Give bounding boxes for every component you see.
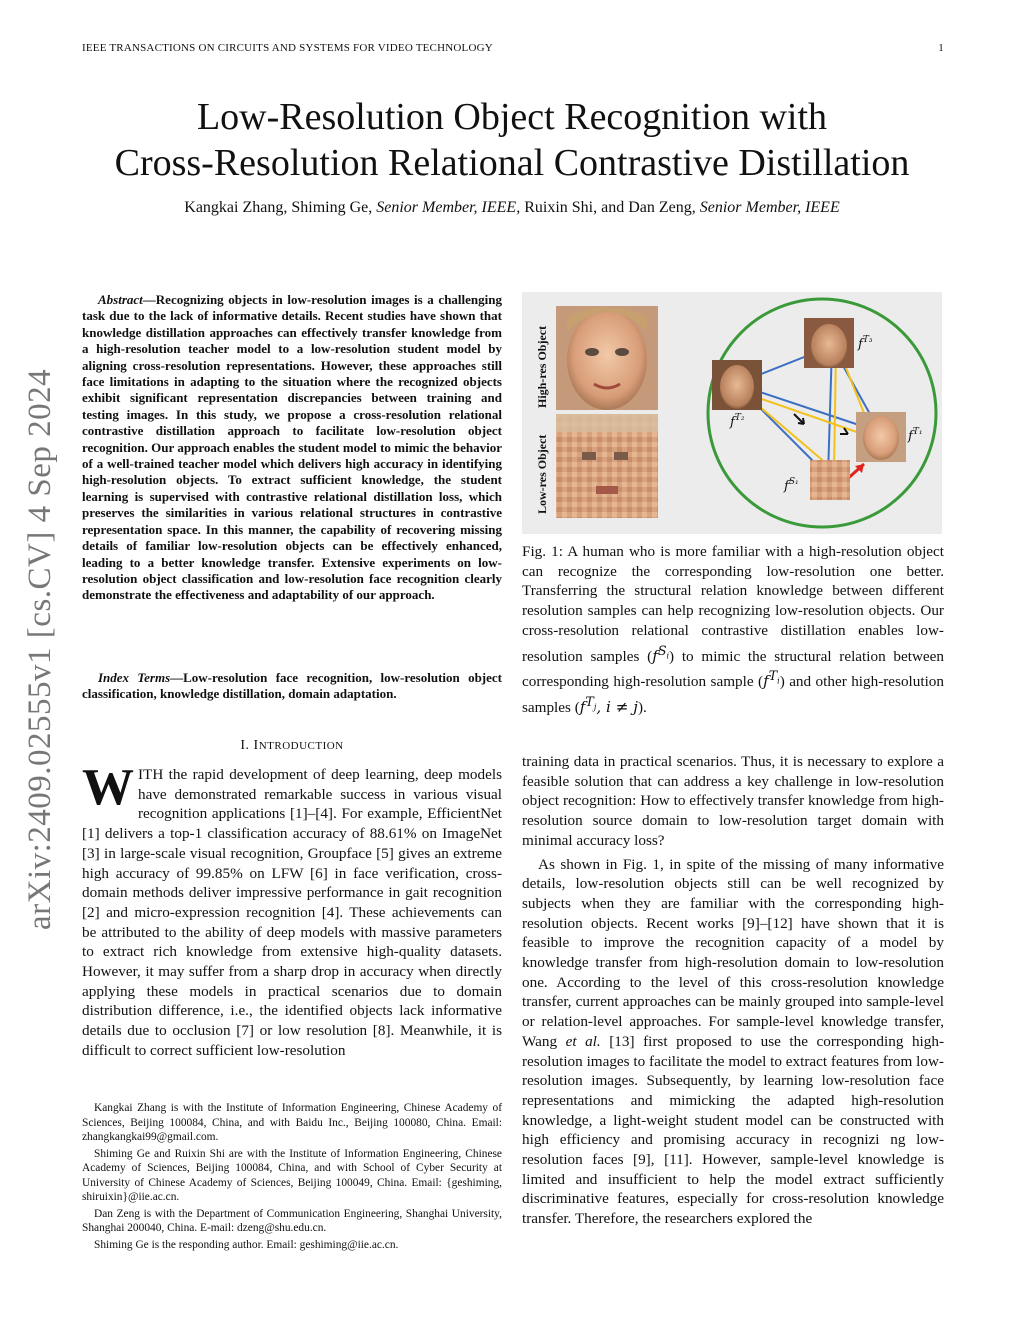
journal-name: IEEE TRANSACTIONS ON CIRCUITS AND SYSTEMS FOR VIDEO TECHNOLOGY <box>82 42 493 54</box>
figure-1-graphic <box>522 292 942 534</box>
footnote: Shiming Ge and Ruixin Shi are with the Institute of Information Engineering, Chinese Academy of Sciences, Beijing 100084, China, and with School of Cyber Security at University of Chinese Academy of Sciences, Beijing 100049, China. Email: {geshiming, shiruixin}@iie.ac.cn. <box>82 1147 502 1203</box>
author-list <box>0 199 1024 217</box>
label-low-res: Low-res Object <box>535 434 549 514</box>
intro-text: ITH the rapid development of deep learning, deep models have demonstrated remarkable success in various visual recognition applications [1]–[4]. For example, EfficientNet [1] delivers a top-1 classification accuracy of 88.61% on ImageNet [3] in large-scale visual recognition, Groupface [5] gives an extreme high accuracy of 99.85% on LFW [6] in face verification, cross-domain methods deliver impressive performance in gait recognition [2] and micro-expression recognition [4]. These achievements can be attributed to the ability of deep models with massive parameters to extract rich knowledge from extensive high-quality datasets. However, it may suffer from a sharp drop in accuracy when directly applying these models in practical scenarios due to domain distribution difference, i.e., the identified objects lack informative details due to occlusion [7] or low resolution [8]. Meanwhile, it is difficult to correct sufficient low-resolution <box>82 766 502 1059</box>
high-res-face-image <box>556 306 658 410</box>
label-fT2: $f^{T_2}$ <box>730 413 745 430</box>
face-t3 <box>804 318 854 368</box>
intro-paragraph <box>82 759 502 1061</box>
abstract <box>82 292 502 604</box>
page-number: 1 <box>938 42 944 54</box>
drop-cap: W <box>82 759 134 816</box>
footnote: Kangkai Zhang is with the Institute of Information Engineering, Chinese Academy of Sciences, Beijing 100084, China, and with Baidu Inc., Beijing 100080, China. Email: zhangkangkai99@gmail.com. <box>82 1102 502 1143</box>
paper-title <box>0 94 1024 186</box>
abstract-text: —Recognizing objects in low-resolution images is a challenging task due to the lack of informative details. Recent studies have shown that knowledge distillation approaches can effectively transfer knowledge from a high-resolution teacher model to a low-resolution student model by aligning cross-resolution representations. However, these approaches still face limitations in adapting to the situation where the recognized objects exhibit significant representation discrepancies between training and testing images. In this study, we propose a cross-resolution relational contrastive distillation approach to facilitate low-resolution object recognition. Our approach enables the student model to mimic the behavior of a well-trained teacher model which delivers high accuracy in identifying high-resolution objects. To extract sufficient knowledge, the student learning is supervised with contrastive relational distillation loss, which preserves the similarities in various relational structures in contrastive representation space. In this manner, the capability of recovering missing details of familiar low-resolution objects can be effectively enhanced, leading to a better knowledge transfer. Extensive experiments on low-resolution object classification and low-resolution face recognition clearly demonstrate the effectiveness and adaptability of our approach. <box>82 292 502 603</box>
label-fT1: $f^{T_1}$ <box>908 427 923 444</box>
authors-part-1: Kangkai Zhang, Shiming Ge, <box>184 199 377 216</box>
footnote: Shiming Ge is the responding author. Email: geshiming@iie.ac.cn. <box>94 1238 399 1251</box>
body-paragraph: training data in practical scenarios. Thus, it is necessary to explore a feasible solution that can address a key challenge in low-resolution object recognition: How to effectively transfer knowledge from high-resolution source domain to low-resolution target domain with minimal accuracy loss? <box>522 753 944 849</box>
authors-part-2: Ruixin Shi, and Dan Zeng, <box>520 199 700 216</box>
section-heading: I. INTRODUCTION <box>240 738 344 753</box>
running-header <box>82 42 944 54</box>
low-res-face-image <box>556 414 658 518</box>
face-t2 <box>712 360 762 410</box>
figure-1 <box>522 292 942 534</box>
index-terms-text: —Low-resolution face recognition, low-resolution object classification, knowledge distillation, domain adaptation. <box>82 670 502 702</box>
label-fT3: $f^{T_3}$ <box>858 335 873 352</box>
title-line-2: Cross-Resolution Relational Contrastive Distillation <box>114 142 910 184</box>
abstract-label: Abstract <box>98 292 143 307</box>
arxiv-stamp: arXiv:2409.02555v1 [cs.CV] 4 Sep 2024 <box>22 368 58 930</box>
author-role-1: Senior Member, IEEE, <box>376 199 521 216</box>
figure-caption: Fig. 1: A human who is more familiar with a high-resolution object can recognize the corresponding low-resolution one better. Transferring the structural relation knowledge between different resolution samples can help recognizing low-resolution objects. Our cross-resolution relational contrastive distillation enables low-resolution samples $(f^{S_i})$ to mimic the structural relation between corresponding high-resolution sample $(f^{T_i})$ and other high-resolution samples ($f^{T_j}$, i ≠ j). <box>522 543 944 717</box>
footnote: Dan Zeng is with the Department of Communication Engineering, Shanghai University, Shanghai 200040, China. E-mail: dzeng@shu.edu.cn. <box>82 1207 502 1234</box>
label-high-res: High-res Object <box>535 325 549 408</box>
index-terms <box>82 670 502 703</box>
face-t1 <box>856 412 906 462</box>
author-role-2: Senior Member, IEEE <box>699 199 840 216</box>
footnotes <box>82 1101 502 1254</box>
title-line-1: Low-Resolution Object Recognition with <box>196 96 828 138</box>
face-s1 <box>810 460 850 500</box>
right-column-body <box>522 752 944 1229</box>
label-fS1: $f^{S_1}$ <box>784 477 799 494</box>
body-paragraph: As shown in Fig. 1, in spite of the missing of many informative details, low-resolution objects still can be well recognized by subjects when they are familiar with the corresponding high-resolution objects. Recent works [9]–[12] have shown that it is feasible to improve the recognition capacity of a model by knowledge transfer from high-resolution domain to low-resolution one. According to the level of this cross-resolution knowledge transfer, current approaches can be mainly grouped into sample-level or relation-level approaches. For sample-level knowledge transfer, Wang et al. [13] first proposed to use the corresponding high-resolution images to facilitate the model to extract features from low-resolution images. Subsequently, by learning low-resolution face representations and mimicking the adapted high-resolution knowledge, a light-weight student model can be constructed with high efficiency and promising accuracy in recognizi ng low-resolution faces [9], [11]. However, sample-level knowledge is limited and insufficient to help the model extract sufficiently discriminative features, especially for cross-resolution knowledge transfer. Therefore, the researchers explored the <box>522 855 945 1228</box>
index-terms-label: Index Terms <box>98 670 171 685</box>
